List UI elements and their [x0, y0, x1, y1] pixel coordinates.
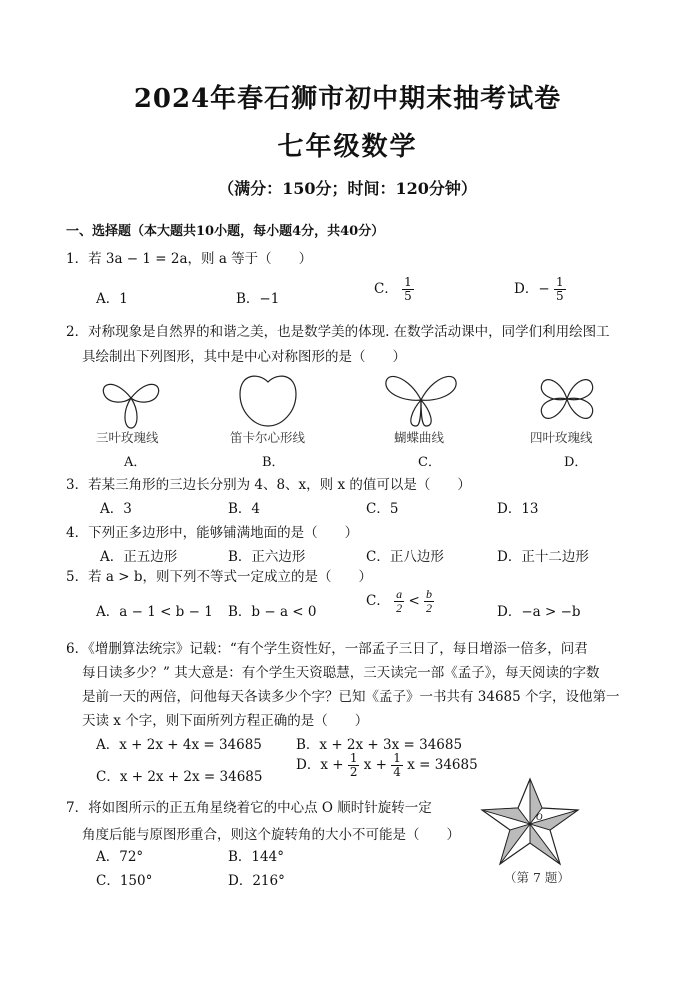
q7-line2: 角度后能与原图形重合，则这个旋转角的大小不可能是（ ） — [82, 827, 460, 843]
four-leaf-rose-figure — [536, 372, 598, 426]
q1-d-denominator: 5 — [555, 289, 564, 303]
section-heading: 一、选择题（本大题共10小题，每小题4分，共40分） — [66, 224, 385, 239]
q1-option-a: A．1 — [96, 291, 128, 307]
q1-c-denominator: 5 — [404, 289, 412, 303]
q6-d-f1-denominator: 2 — [349, 765, 358, 779]
q6-line3: 是前一天的两倍，问他每天各读多少个字？已知《孟子》一书共有 34685 个字，设他第一 — [82, 689, 620, 705]
q1-option-c — [374, 276, 414, 303]
q1-option-d-fraction — [554, 276, 566, 303]
q5-c-fraction-a — [394, 588, 404, 615]
q2-label-b: B． — [262, 455, 285, 470]
q2-caption-a: 三叶玫瑰线 — [96, 430, 159, 445]
q6-d-fraction-2 — [391, 752, 403, 779]
q3-option-a: A．3 — [100, 501, 132, 517]
q6-d-f2-denominator: 4 — [393, 765, 401, 779]
q7-option-a: A．72° — [96, 849, 144, 865]
q5-c-a-numerator: a — [396, 587, 403, 601]
five-pointed-star-figure — [478, 776, 582, 866]
q5-c-b-denominator: 2 — [426, 601, 433, 615]
q5-option-a: A．a − 1 < b − 1 — [96, 604, 213, 620]
q4-option-b: B．正六边形 — [228, 549, 306, 565]
q1-option-b: B．−1 — [236, 291, 280, 307]
q6-d-prefix: D．x + — [296, 757, 344, 773]
q2-caption-d: 四叶玫瑰线 — [530, 430, 593, 445]
q4-option-c: C．正八边形 — [366, 549, 444, 565]
exam-title: 2024年春石狮市初中期末抽考试卷 — [133, 84, 562, 114]
q6-d-f2-numerator: 1 — [393, 751, 401, 765]
cardioid-figure — [236, 372, 300, 428]
q6-option-a: A．x + 2x + 4x = 34685 — [96, 737, 262, 753]
exam-info: （满分：150分；时间：120分钟） — [218, 179, 477, 198]
q6-d-f1-numerator: 1 — [349, 751, 358, 765]
q6-option-c: C．x + 2x + 2x = 34685 — [96, 769, 263, 785]
q1-option-d — [514, 276, 566, 303]
q6-d-suffix: x = 34685 — [407, 757, 478, 773]
q6-d-middle: x + — [363, 757, 387, 773]
q6-line2: 每日读多少？” 其大意是：有个学生天资聪慧，三天读完一部《孟子》，每天阅读的字数 — [82, 665, 600, 681]
q1-option-c-fraction — [402, 276, 414, 303]
q1-option-d-label: D．− — [514, 281, 550, 297]
q4-option-a: A．正五边形 — [100, 549, 178, 565]
q5-option-c — [366, 588, 434, 615]
q3-option-c: C．5 — [366, 501, 399, 517]
q2-label-a: A． — [124, 455, 147, 470]
q1-stem: 1．若 3a − 1 = 2a，则 a 等于（ ） — [66, 251, 313, 267]
butterfly-curve-figure — [382, 370, 460, 430]
three-leaf-rose-figure — [96, 372, 166, 430]
q7-option-c: C．150° — [96, 873, 153, 889]
q6-line4: 天读 x 个字，则下面所列方程正确的是（ ） — [82, 713, 369, 729]
q4-stem: 4．下列正多边形中，能够铺满地面的是（ ） — [66, 525, 359, 541]
q1-d-numerator: 1 — [555, 275, 564, 289]
q5-c-a-denominator: 2 — [396, 601, 403, 615]
q2-line2: 具绘制出下列图形，其中是中心对称图形的是（ ） — [82, 349, 406, 365]
q7-option-b: B．144° — [228, 849, 284, 865]
q2-label-c: C． — [418, 455, 441, 470]
q2-caption-b: 笛卡尔心形线 — [230, 430, 306, 445]
q1-option-c-label: C． — [374, 281, 398, 297]
q2-caption-c: 蝴蝶曲线 — [394, 430, 445, 445]
q3-option-d: D．13 — [497, 501, 539, 517]
q6-d-fraction-1 — [348, 752, 360, 779]
q5-c-relation: < — [408, 593, 420, 609]
q7-line1: 7．将如图所示的正五角星绕着它的中心点 O 顺时针旋转一定 — [66, 800, 432, 816]
q5-c-b-numerator: b — [426, 587, 433, 601]
q6-option-d — [296, 752, 478, 779]
q7-figure-caption: （第 7 题） — [504, 870, 570, 885]
q1-c-numerator: 1 — [404, 275, 412, 289]
q6-option-b: B．x + 2x + 3x = 34685 — [296, 737, 463, 753]
q6-line1: 6．《增删算法统宗》记载：“有个学生资性好，一部孟子三日了，每日增添一倍多，问君 — [66, 641, 588, 657]
q4-option-d: D．正十二边形 — [497, 549, 589, 565]
q5-option-d: D．−a > −b — [497, 604, 581, 620]
star-center-label: O — [536, 812, 543, 822]
q3-stem: 3．若某三角形的三边长分别为 4、8、x，则 x 的值可以是（ ） — [66, 477, 471, 493]
q5-c-fraction-b — [424, 588, 434, 615]
exam-subtitle: 七年级数学 — [277, 132, 418, 162]
q2-label-d: D． — [564, 455, 588, 470]
q5-stem: 5．若 a > b，则下列不等式一定成立的是（ ） — [66, 569, 372, 585]
q5-option-c-label: C． — [366, 593, 390, 609]
q7-option-d: D．216° — [228, 873, 285, 889]
q3-option-b: B．4 — [228, 501, 261, 517]
q2-line1: 2．对称现象是自然界的和谐之美，也是数学美的体现. 在数学活动课中，同学们利用绘图工 — [66, 324, 610, 340]
q5-option-b: B．b − a < 0 — [228, 604, 317, 620]
